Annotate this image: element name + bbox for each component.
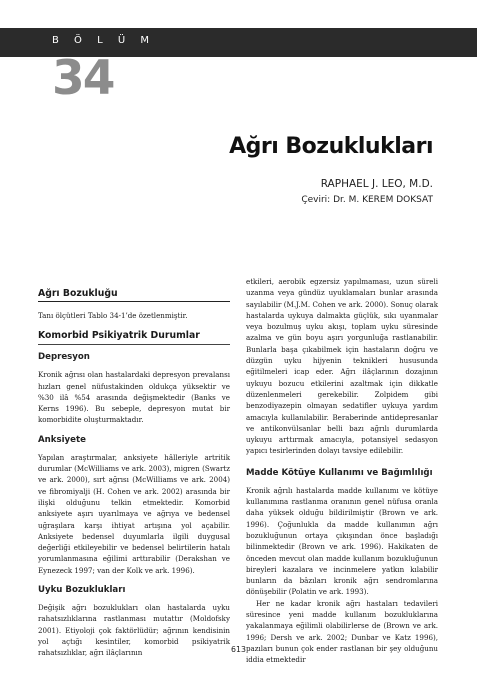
subheading-madde: Madde Kötüye Kullanımı ve Bağımlılığı [246, 467, 433, 478]
intro-paragraph: Tanı ölçütleri Tablo 34-1’de özetlenmiştir. [38, 311, 188, 320]
page-number: 613 [231, 645, 246, 654]
section-heading-komorbid: Komorbid Psikiyatrik Durumlar [38, 330, 230, 345]
paragraph-depresyon: Kronik ağrısı olan hastalardaki depresyon prevalansı hızları genel nüfustakinden oldukça yüksektir ve %30 ilâ %54 arasında değişmektedir (Banks ve Kerns 1996). Bu sebeple, depresyon mutat bir komorbidite oluşturmaktadır. [38, 370, 230, 425]
subheading-uyku: Uyku Bozuklukları [38, 585, 126, 596]
paragraph-anksiyete: Yapılan araştırmalar, anksiyete hâlleriyle artritik durumlar (McWilliams ve ark. 2003), migren (Swartz ve ark. 2000), sırt ağrısı (McWilliams ve ark. 2004) ve fibromiyalji (H. Cohen ve ark. 2002) arasında bir ilişki olduğunu telkin etmektedir. Komorbid anksiyete aşırı uyarılmaya ve ağrıya ve bedensel uğraşılara karşı ihtiyat artışına yol açabilir. Anksiyete bedensel duyumlarla ilgili duygusal değerliği etkileyebilir ve bedensel belirtilerin hatalı yorumlanmasına eğilimi arttırabilir (Derakshan ve Eynezeck 1997; van der Kolk ve ark. 1996). [38, 452, 230, 575]
right-column [246, 276, 438, 666]
subheading-depresyon: Depresyon [38, 352, 90, 363]
section-heading-agri-bozuklugu: Ağrı Bozukluğu [38, 288, 230, 302]
paragraph-uyku-continued: etkileri, aerobik egzersiz yapılmaması, uzun süreli uzanma veya gündüz uyuklamaları bunlar arasında sayılabilir (M.J.M. Cohen ve ark. 2000). Sonuç olarak hastalarda uykuya dalmakta güçlük, sıkı uyanmalar veya bozulmuş uyku akışı, toplam uyku süresinde azalma ve gün boyu aşırı yorgunluğa rastlanabilir. Bunlarla başa çıkabilmek için hastaların doğru ve düzgün uyku hijyenin teknikleri hususunda eğitilmeleri icap eder. Ağrı ilâçlarının dozajının uykuyu bozucu etkilerini azaltmak için dikkatle düzenlenmeleri gerekebilir. Zolpidem gibi benzodiyazepin olmayan sedatifler uykuya yardım amacıyla kullanılabilir. Beraberinde antidepresanlar ve antikonvülsanlar belli bazı ağrılı durumlarda uykuyu arttırmak amacıyla, potansiyel sedasyon yapıcı tesirlerinden dolayı tavsiye edilebilir. [246, 277, 438, 456]
chapter-label: B Ö L Ü M [52, 35, 155, 46]
chapter-number: 34 [52, 51, 114, 106]
paragraph-uyku: Değişik ağrı bozuklukları olan hastalarda uyku rahatsızlıklarına rastlanması mutattır (Moldofsky 2001). Etiyoloji çok faktörlüdür; ağrının kendisinin yol açtığı kesintiler, komorbid psikiyatrik rahatsızlıklar, ağrı ilâçlarının [38, 603, 230, 658]
left-column [38, 288, 230, 659]
translator-credit: Çeviri: Dr. M. KEREM DOKSAT [301, 195, 433, 205]
subheading-anksiyete: Anksiyete [38, 434, 86, 445]
paragraph-madde: Kronik ağrılı hastalarda madde kullanımı ve kötüye kullanımına rastlanma oranının genel nüfusa oranla daha yüksek olduğu bildirilmiştir (Brown ve ark. 1996). Çoğunlukla da madde kullanımın ağrı bozukluğunun ortaya çıkışından önce başladığı bilinmektedir (Brown ve ark. 1996). Hakikaten de önceden mevcut olan madde kullanım bozukluğunun bireyleri kazalara ve incinmelere yatkın kılabilir bunların da bâzıları kronik ağrı sendromlarına dönüşebilir (Polatin ve ark. 1993). [246, 485, 438, 597]
chapter-title: Ağrı Bozuklukları [229, 134, 433, 159]
paragraph-madde-2: Her ne kadar kronik ağrı hastaları tedavileri süresince yeni madde kullanım bozukluklarına yakalanmaya eğilimli olabilirlerse de (Brown ve ark. 1996; Dersh ve ark. 2002; Dunbar ve Katz 1996), pazıları bunun çok ender rastlanan bir şey olduğunu iddia etmektedir [246, 598, 438, 665]
author-name: RAPHAEL J. LEO, M.D. [320, 178, 433, 190]
